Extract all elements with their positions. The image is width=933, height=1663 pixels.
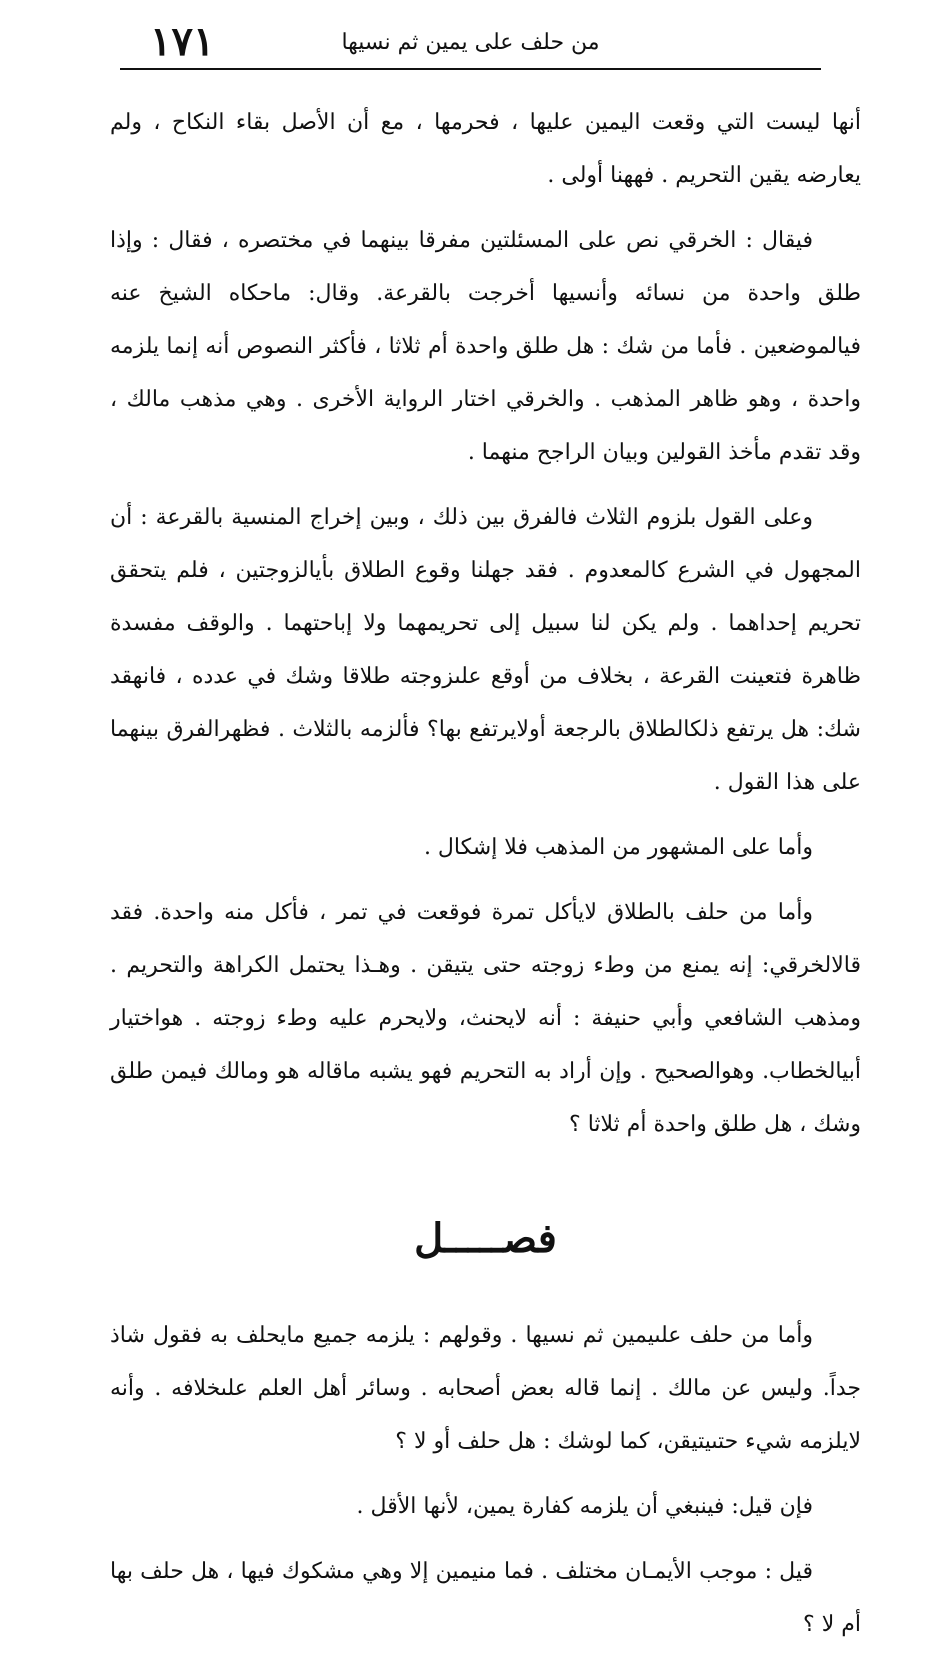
running-head xyxy=(120,18,821,70)
paragraph: وأما على المشهور من المذهب فلا إشكال . xyxy=(423,835,813,860)
paragraph: أنها ليست التي وقعت اليمين عليها ، فحرمها ، مع أن الأصل بقاء النكاح ، ولم يعارضه يقين التحريم . فههنا أولى . xyxy=(110,110,861,188)
body-text xyxy=(110,96,861,1663)
paragraph: فيقال : الخرقي نص على المسئلتين مفرقا بينهما في مختصره ، فقال : وإذا طلق واحدة من نسائه وأنسيها أخرجت بالقرعة. وقال: ماحكاه الشيخ عنه فيالموضعين . فأما من شك : هل طلق واحدة أم ثلاثا ، فأكثر النصوص أنه إنما يلزمه واحدة ، وهو ظاهر المذهب . والخرقي اختار الرواية الأخرى . وهي مذهب مالك ، وقد تقدم مأخذ القولين وبيان الراجح منهما . xyxy=(110,228,861,465)
paragraph: قيل : موجب الأيمـان مختلف . فما منيمين إلا وهي مشكوك فيها ، هل حلف بها أم لا ؟ xyxy=(110,1559,861,1637)
paragraph: وأما من حلف بالطلاق لايأكل تمرة فوقعت في تمر ، فأكل منه واحدة. فقد قالالخرقي: إنه يمنع من وطء زوجته حتى يتيقن . وهـذا يحتمل الكراهة والتحريم . ومذهب الشافعي وأبي حنيفة : أنه لايحنث، ولايحرم عليه وطء زوجته . هواختيار أبيالخطاب. وهوالصحيح . وإن أراد به التحريم فهو يشبه ماقاله هو ومالك فيمن طلق وشك ، هل طلق واحدة أم ثلاثا ؟ xyxy=(110,900,861,1137)
paragraph: وأما من حلف علىيمين ثم نسيها . وقولهم : يلزمه جميع مايحلف به فقول شاذ جداً. وليس عن مالك . إنما قاله بعض أصحابه . وسائر أهل العلم علىخلافه . وأنه لايلزمه شيء حتىيتيقن، كما لوشك : هل حلف أو لا ؟ xyxy=(110,1323,861,1454)
page-number: ١٧١ xyxy=(150,18,215,65)
section-heading: فصـــــل xyxy=(414,1215,557,1262)
paragraph: وعلى القول بلزوم الثلاث فالفرق بين ذلك ، وبين إخراج المنسية بالقرعة : أن المجهول في الشرع كالمعدوم . فقد جهلنا وقوع الطلاق بأيالزوجتين ، فلم يتحقق تحريم إحداهما . ولم يكن لنا سبيل إلى تحريمهما ولا إباحتهما . والوقف مفسدة ظاهرة فتعينت القرعة ، بخلاف من أوقع علىزوجته طلاقا وشك في عدده ، فانهقد شك: هل يرتفع ذلكالطلاق بالرجعة أولايرتفع بها؟ فألزمه بالثلاث . فظهرالفرق بينهما على هذا القول . xyxy=(110,505,861,795)
paragraph: فإن قيل: فينبغي أن يلزمه كفارة يمين، لأنها الأقل . xyxy=(356,1494,813,1519)
running-title: من حلف على يمين ثم نسيها xyxy=(341,30,600,55)
